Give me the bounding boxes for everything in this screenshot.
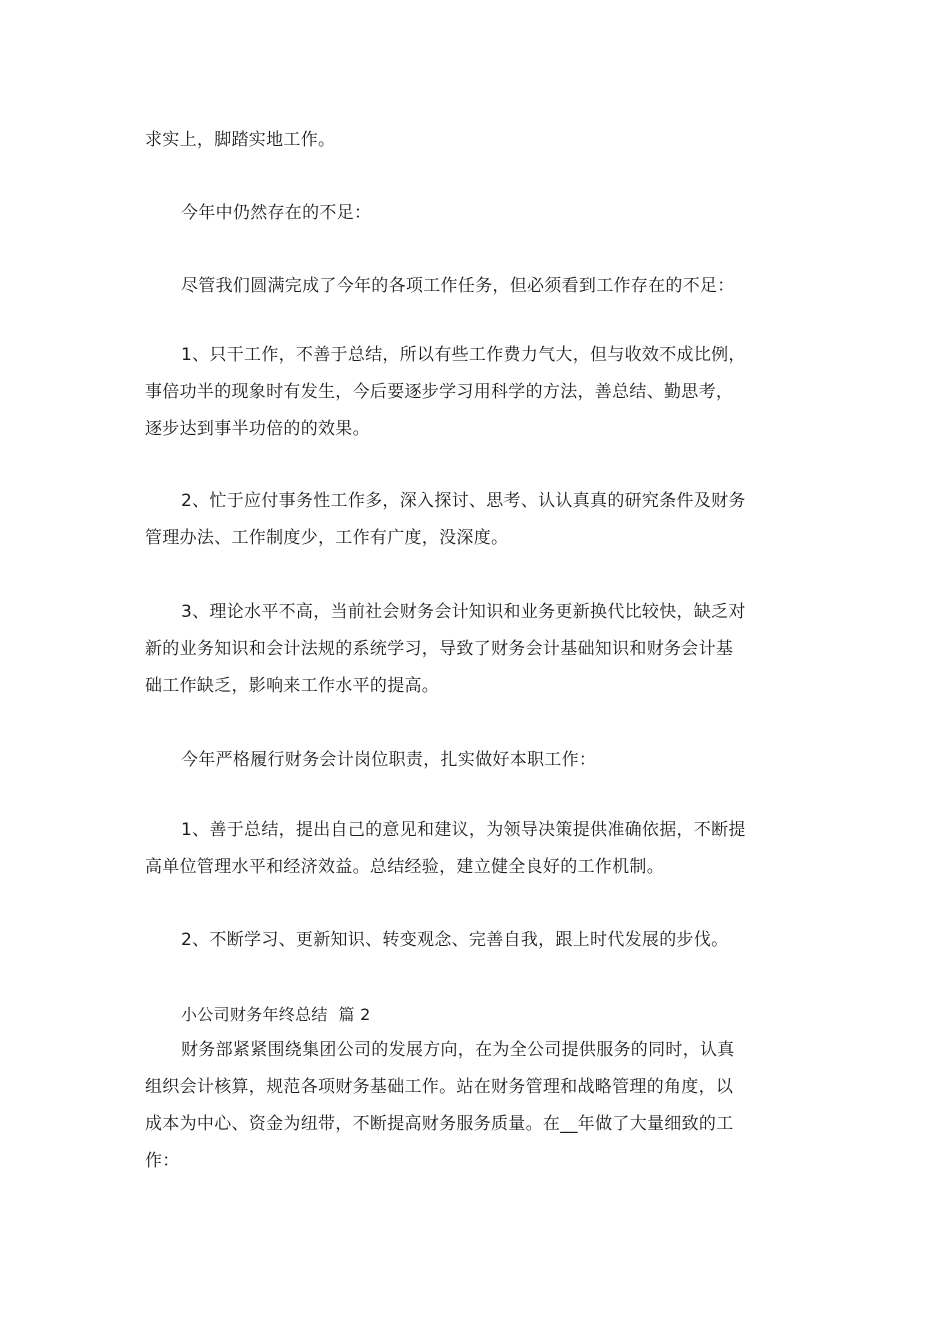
section-heading <box>145 996 810 1033</box>
paragraph-2 <box>145 195 810 232</box>
text-line: 尽管我们圆满完成了今年的各项工作任务，但必须看到工作存在的不足： <box>181 276 735 296</box>
paragraph-6 <box>145 594 810 705</box>
text-line: 1、善于总结，提出自己的意见和建议，为领导决策提供准确依据，不断提 <box>181 820 746 840</box>
text-line: 今年严格履行财务会计岗位职责，扎实做好本职工作： <box>181 750 597 770</box>
text-line: 逐步达到事半功倍的的效果。 <box>145 419 370 439</box>
paragraph-8 <box>145 812 810 886</box>
paragraph-9 <box>145 922 810 959</box>
text-line: 2、忙于应付事务性工作多，深入探讨、思考、认认真真的研究条件及财务 <box>181 491 746 511</box>
text-line: 求实上，脚踏实地工作。 <box>145 130 336 150</box>
paragraph-4 <box>145 337 810 448</box>
text-line: 作： <box>145 1151 180 1171</box>
paragraph-5 <box>145 483 810 557</box>
paragraph-3 <box>145 268 810 305</box>
text-line: 新的业务知识和会计法规的系统学习，导致了财务会计基础知识和财务会计基 <box>145 639 734 659</box>
paragraph-7 <box>145 742 810 779</box>
text-line: 管理办法、工作制度少，工作有广度，没深度。 <box>145 528 509 548</box>
text-line: 组织会计核算，规范各项财务基础工作。站在财务管理和战略管理的角度，以 <box>145 1077 734 1097</box>
paragraph-11 <box>145 1032 810 1180</box>
text-line: 础工作缺乏，影响来工作水平的提高。 <box>145 676 440 696</box>
text-line: 成本为中心、资金为纽带，不断提高财务服务质量。在__年做了大量细致的工 <box>145 1114 734 1134</box>
text-line: 财务部紧紧围绕集团公司的发展方向，在为全公司提供服务的同时，认真 <box>181 1040 735 1060</box>
text-line: 3、理论水平不高，当前社会财务会计知识和业务更新换代比较快，缺乏对 <box>181 602 746 622</box>
text-line: 今年中仍然存在的不足： <box>181 203 372 223</box>
paragraph-1 <box>145 122 810 159</box>
text-line: 1、只干工作，不善于总结，所以有些工作费力气大，但与收效不成比例， <box>181 345 746 365</box>
text-line: 高单位管理水平和经济效益。总结经验，建立健全良好的工作机制。 <box>145 857 664 877</box>
text-line: 事倍功半的现象时有发生，今后要逐步学习用科学的方法，善总结、勤思考， <box>145 382 734 402</box>
text-line: 2、不断学习、更新知识、转变观念、完善自我，跟上时代发展的步伐。 <box>181 930 729 950</box>
text-line: 小公司财务年终总结 篇 2 <box>181 1005 371 1024</box>
